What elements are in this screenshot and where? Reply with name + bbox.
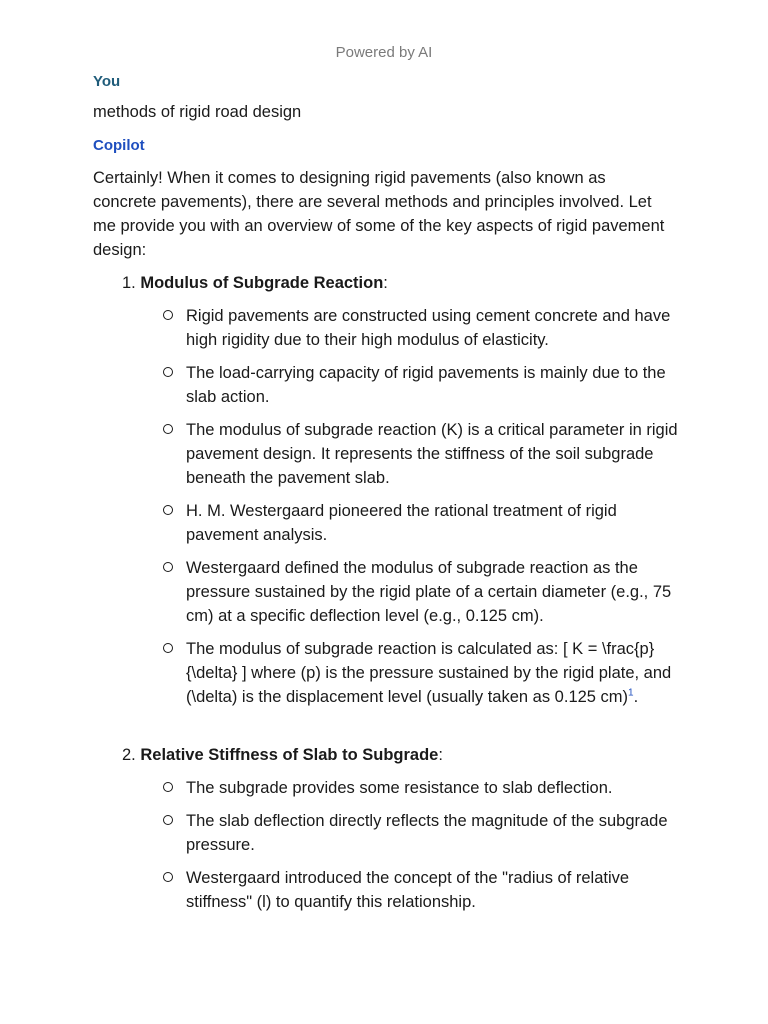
bullet-text: The slab deflection directly reflects the magnitude of the subgrade pressure. [186, 812, 668, 854]
bullet-list [163, 304, 683, 718]
assistant-label: Copilot [93, 137, 145, 154]
hollow-circle-bullet-icon [163, 815, 173, 825]
bullet-text: The subgrade provides some resistance to slab deflection. [186, 779, 613, 797]
section-heading [122, 743, 443, 767]
hollow-circle-bullet-icon [163, 367, 173, 377]
list-item [163, 776, 683, 800]
list-item [163, 304, 683, 352]
citation-link[interactable]: 1 [628, 687, 634, 699]
section-suffix: : [438, 746, 443, 764]
list-item [163, 418, 683, 490]
bullet-text: Rigid pavements are constructed using cement concrete and have high rigidity due to their high modulus of elasticity. [186, 307, 671, 349]
bullet-text: Westergaard defined the modulus of subgrade reaction as the pressure sustained by the rigid plate of a certain diameter (e.g., 75 cm) at a specific deflection level (e.g., 0.125 cm). [186, 559, 672, 625]
assistant-intro: Certainly! When it comes to designing rigid pavements (also known as concrete pavements), there are several methods and principles involved. Let me provide you with an overview of some of the key aspects of rigid pavement design: [93, 169, 665, 259]
bullet-text: The load-carrying capacity of rigid pavements is mainly due to the slab action. [186, 364, 666, 406]
hollow-circle-bullet-icon [163, 643, 173, 653]
list-item [163, 556, 683, 628]
bullet-end-punctuation: . [633, 688, 639, 706]
bullet-text: Westergaard introduced the concept of the "radius of relative stiffness" (l) to quantify this relationship. [186, 869, 630, 911]
section-suffix: : [383, 274, 388, 292]
user-message: methods of rigid road design [93, 103, 302, 121]
list-item [163, 637, 683, 709]
section-heading [122, 271, 388, 295]
section-title: Relative Stiffness of Slab to Subgrade [140, 746, 439, 764]
bullet-list [163, 776, 683, 923]
hollow-circle-bullet-icon [163, 310, 173, 320]
hollow-circle-bullet-icon [163, 505, 173, 515]
section-number: 2. [122, 746, 136, 764]
list-item [163, 866, 683, 914]
section-number: 1. [122, 274, 136, 292]
hollow-circle-bullet-icon [163, 782, 173, 792]
list-item [163, 499, 683, 547]
list-item [163, 809, 683, 857]
bullet-text: H. M. Westergaard pioneered the rational treatment of rigid pavement analysis. [186, 502, 617, 544]
bullet-text: The modulus of subgrade reaction is calculated as: [ K = \frac{p}{\delta} ] where (p) is the pressure sustained by the rigid plate, and (\delta) is the displacement level (usually taken as 0.125 cm) [186, 640, 672, 706]
hollow-circle-bullet-icon [163, 424, 173, 434]
hollow-circle-bullet-icon [163, 872, 173, 882]
section-title: Modulus of Subgrade Reaction [140, 274, 384, 292]
user-label: You [93, 73, 121, 90]
bullet-text: The modulus of subgrade reaction (K) is a critical parameter in rigid pavement design. It represents the stiffness of the soil subgrade beneath the pavement slab. [186, 421, 678, 487]
hollow-circle-bullet-icon [163, 562, 173, 572]
list-item [163, 361, 683, 409]
powered-by-text: Powered by AI [335, 44, 433, 61]
